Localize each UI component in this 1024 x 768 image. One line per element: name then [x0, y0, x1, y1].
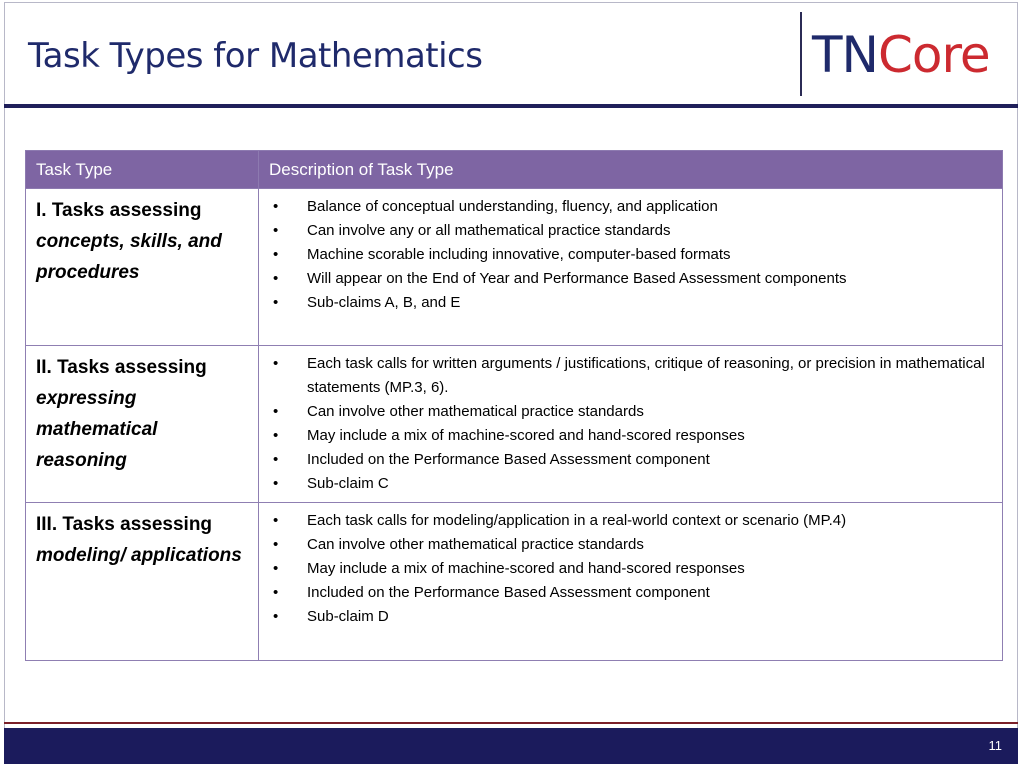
description-bullet: • Included on the Performance Based Assessment component [307, 448, 992, 472]
task-type-emphasis: modeling/ applications [36, 545, 242, 566]
task-type-cell [26, 189, 259, 346]
header-description: Description of Task Type [259, 151, 1003, 189]
page-number: 11 [988, 738, 1002, 753]
footer-accent-line [4, 722, 1018, 724]
description-bullet: • Can involve other mathematical practice standards [307, 533, 992, 557]
description-bullet: • Machine scorable including innovative, computer-based formats [307, 243, 992, 267]
logo-core-text: Core [877, 26, 990, 84]
description-cell [259, 189, 1003, 346]
description-bullet: • Can involve other mathematical practice standards [307, 400, 992, 424]
description-bullet: • Each task calls for written arguments / justifications, critique of reasoning, or precision in mathematical statements (MP.3, 6). [307, 352, 992, 400]
table-row [26, 346, 1003, 503]
header-rule [4, 104, 1018, 108]
task-type-prefix: I. Tasks assessing [36, 200, 202, 221]
task-type-emphasis: concepts, skills, and procedures [36, 231, 222, 283]
task-type-emphasis: expressing mathematical reasoning [36, 388, 158, 471]
table-header-row [26, 151, 1003, 189]
task-types-table [25, 150, 1003, 661]
description-bullet: • Each task calls for modeling/application in a real-world context or scenario (MP.4) [307, 509, 992, 533]
task-type-prefix: III. Tasks assessing [36, 514, 213, 535]
description-bullet: • May include a mix of machine-scored and hand-scored responses [307, 424, 992, 448]
description-cell [259, 503, 1003, 661]
description-bullet: • Included on the Performance Based Assessment component [307, 581, 992, 605]
footer-bar [4, 728, 1018, 764]
table-row [26, 503, 1003, 661]
logo-divider [800, 12, 802, 96]
description-bullet: • Balance of conceptual understanding, fluency, and application [307, 195, 992, 219]
task-type-prefix: II. Tasks assessing [36, 357, 207, 378]
description-bullet: • Sub-claim C [307, 472, 992, 496]
description-bullet: • Sub-claims A, B, and E [307, 291, 992, 315]
description-bullet: • Will appear on the End of Year and Performance Based Assessment components [307, 267, 992, 291]
description-bullet: • Can involve any or all mathematical practice standards [307, 219, 992, 243]
slide-title: Task Types for Mathematics [28, 36, 483, 76]
task-type-cell [26, 503, 259, 661]
description-cell [259, 346, 1003, 503]
table-row [26, 189, 1003, 346]
tncore-logo [812, 22, 990, 88]
logo-tn-text: TN [812, 26, 878, 84]
header-task-type: Task Type [26, 151, 259, 189]
description-list [259, 189, 1002, 315]
description-list [259, 503, 1002, 629]
description-bullet: • Sub-claim D [307, 605, 992, 629]
description-list [259, 346, 1002, 496]
description-bullet: • May include a mix of machine-scored and hand-scored responses [307, 557, 992, 581]
task-type-cell [26, 346, 259, 503]
